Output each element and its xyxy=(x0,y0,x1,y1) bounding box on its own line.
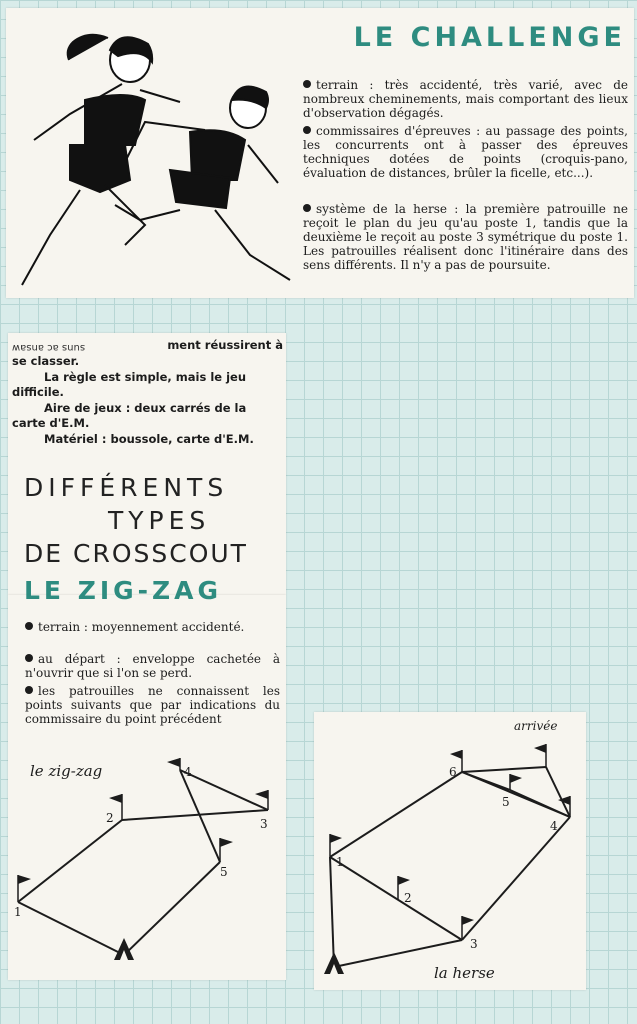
point-label-4: 4 xyxy=(184,765,192,779)
bullet-dot xyxy=(303,204,311,212)
zigzag-bullet-terrain xyxy=(25,620,280,634)
arrivee-label: arrivée xyxy=(514,719,558,733)
zigzag-caption: le zig-zag xyxy=(30,762,103,780)
heading-line-3: DE CROSSCOUT xyxy=(24,539,248,568)
flag-5 xyxy=(220,838,233,862)
herse-caption: la herse xyxy=(434,964,495,982)
challenge-bullet-terrain xyxy=(303,78,628,120)
point-label-5: 5 xyxy=(502,795,510,809)
point-label-1: 1 xyxy=(14,905,22,919)
challenge-title: LE CHALLENGE xyxy=(353,22,626,53)
zigzag-bullet-patrouilles xyxy=(25,684,280,726)
bullet-text: au départ : enveloppe cachetée à n'ouvrir que si l'on se perd. xyxy=(25,652,280,680)
bullet-dot xyxy=(303,80,311,88)
route-start-1 xyxy=(18,902,124,955)
route-1-2 xyxy=(18,820,122,902)
heading-line-1: DIFFÉRENTS xyxy=(24,473,229,502)
route-5-end xyxy=(124,862,220,955)
zigzag-title: LE ZIG-ZAG xyxy=(24,576,223,605)
bullet-dot xyxy=(25,686,33,694)
bullet-text: terrain : très accidenté, très varié, avec de nombreux cheminements, mais comportant des lieux d'observation dégagés. xyxy=(303,78,628,120)
zigzag-bullet-depart xyxy=(25,652,280,680)
flag-4 xyxy=(167,758,180,770)
rules-aire: Aire de jeux : deux carrés de la carte d'E.M. xyxy=(12,401,247,430)
upside-down-fragment: suns ac ansaw xyxy=(12,342,86,353)
zigzag-diagram xyxy=(8,750,286,975)
point-label-2: 2 xyxy=(404,891,412,905)
rules-materiel: Matériel : boussole, carte d'E.M. xyxy=(44,432,254,446)
rules-classer: se classer. xyxy=(12,354,80,368)
point-label-3: 3 xyxy=(260,817,268,831)
point-label-6: 6 xyxy=(449,765,457,779)
bullet-text: commissaires d'épreuves : au passage des points, les concurrents ont à passer des épreuves techniques dotées de points (croquis-pano, évaluation de distances, brûler la ficelle, etc...). xyxy=(303,124,628,180)
rules-regle: La règle est simple, mais le jeu difficile. xyxy=(12,370,247,399)
point-label-4: 4 xyxy=(550,819,558,833)
heading-line-2: TYPES xyxy=(108,506,211,535)
bullet-dot xyxy=(303,126,311,134)
bullet-text: système de la herse : la première patrouille ne reçoit le plan du jeu qu'au poste 1, tandis que la deuxième le reçoit au poste 3 symétrique du poste 1. Les patrouilles réalisent donc l'itinéraire dans des sens différents. Il n'y a pas de poursuite. xyxy=(303,202,628,272)
point-label-3: 3 xyxy=(470,937,478,951)
bullet-dot xyxy=(25,654,33,662)
point-label-1: 1 xyxy=(336,855,344,869)
challenge-bullet-herse xyxy=(303,202,628,272)
route-2-3 xyxy=(122,810,268,820)
rules-partial-line: ment réussirent à xyxy=(167,338,283,352)
route-3-4 xyxy=(180,770,268,810)
bullet-text: les patrouilles ne connaissent les points suivants que par indications du commissaire du point précédent xyxy=(25,684,280,726)
herse-diagram xyxy=(314,712,586,990)
challenge-bullet-commissaires xyxy=(303,124,628,180)
bullet-dot xyxy=(25,622,33,630)
point-label-5: 5 xyxy=(220,865,228,879)
running-children-illustration xyxy=(10,20,295,292)
bullet-text: terrain : moyennement accidenté. xyxy=(38,620,245,634)
point-label-2: 2 xyxy=(106,811,114,825)
